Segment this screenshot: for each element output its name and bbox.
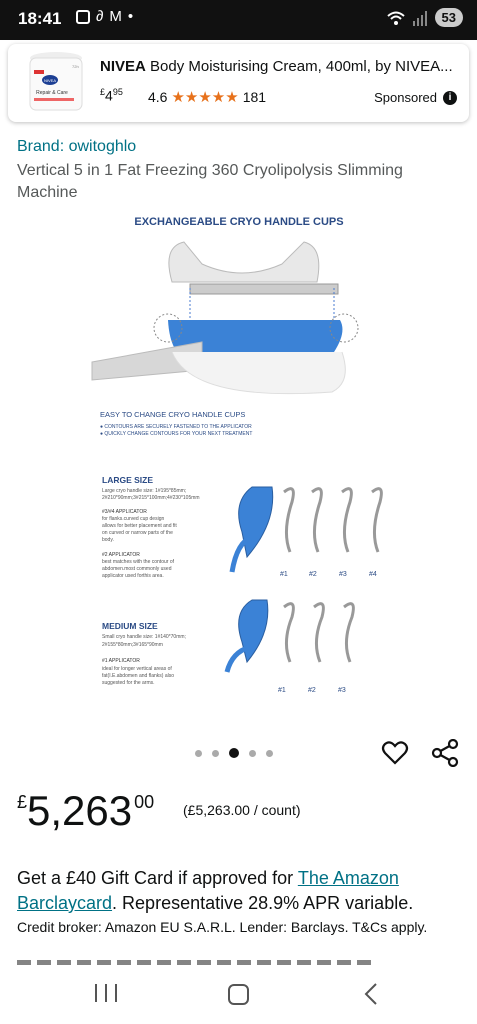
large-num-1: #1: [280, 571, 288, 578]
ad-img-badge: 72h: [72, 64, 79, 69]
ad-img-brand: NIVEA: [43, 78, 57, 83]
barclaycard-link[interactable]: The Amazon Barclaycard: [17, 868, 399, 913]
large-num-2: #2: [309, 571, 317, 578]
large-size-title: LARGE SIZE: [102, 475, 154, 485]
signal-icon: [413, 10, 427, 26]
recents-icon[interactable]: [95, 984, 117, 1004]
large-num-4: #4: [369, 571, 377, 578]
price-fraction: 00: [134, 792, 155, 812]
product-price: [17, 786, 154, 836]
large-line-1: Large cryo handle size: 1#195*85mm;: [102, 488, 187, 494]
sponsored-text: Sponsored: [374, 90, 437, 105]
ad-price-currency: £: [100, 87, 106, 97]
brand-link[interactable]: Brand: owitoghlo: [17, 138, 137, 155]
medium-line-2: 2#155*80mm;3#165*90mm: [102, 642, 163, 648]
nivea-product-image[interactable]: [14, 50, 98, 116]
gift-card-promo: [17, 866, 462, 916]
ad-brand: NIVEA: [100, 58, 146, 75]
ad-price: [100, 87, 123, 104]
l34-line-2: allows for better placement and fit: [102, 523, 177, 529]
l34-title: #3/#4 APPLICATOR: [102, 509, 147, 515]
pagination-dot[interactable]: [212, 750, 219, 757]
wifi-icon: [387, 10, 405, 26]
product-image[interactable]: [72, 202, 406, 700]
ad-review-count: 181: [242, 89, 267, 105]
l34-line-4: body.: [102, 537, 114, 543]
star-rating-icon: ★★★★★: [171, 89, 239, 106]
pagination-dot[interactable]: [266, 750, 273, 757]
l2-line-3: applicator used forthis area.: [102, 573, 164, 579]
pagination-dot[interactable]: [229, 748, 239, 758]
info-icon[interactable]: i: [443, 91, 457, 105]
m1-line-2: fat(I.E.abdomen and flanks) also: [102, 673, 174, 679]
clock: 18:41: [18, 9, 62, 28]
share-icon[interactable]: [431, 739, 459, 767]
l2-title: #2 APPLICATOR: [102, 552, 140, 558]
bullet-1: ● CONTOURS ARE SECURELY FASTENED TO THE APPLICATOR: [100, 424, 252, 430]
easy-change-text: EASY TO CHANGE CRYO HANDLE CUPS: [100, 410, 246, 419]
promo-text-before: Get a £40 Gift Card if approved for: [17, 868, 298, 888]
ad-price-fraction: 95: [112, 87, 123, 97]
dot-icon: •: [127, 8, 134, 25]
ad-title[interactable]: [100, 58, 460, 75]
l34-line-1: for flanks.curved cup design: [102, 516, 165, 522]
m1-title: #1 APPLICATOR: [102, 658, 140, 664]
ad-rating[interactable]: [148, 88, 266, 106]
product-title: Vertical 5 in 1 Fat Freezing 360 Cryolipolysis Slimming Machine: [17, 162, 403, 201]
ad-img-product: Repair & Care: [36, 90, 68, 96]
medium-num-2: #2: [308, 687, 316, 694]
image-pagination[interactable]: [195, 748, 273, 758]
l34-line-3: on curved or narrow parts of the: [102, 530, 173, 536]
l2-line-1: best matches with the contour of: [102, 559, 174, 565]
delivery-info-cutoff: [17, 960, 377, 965]
system-nav-bar: [0, 966, 477, 1024]
price-currency: £: [17, 792, 28, 812]
bullet-2: ● QUICKLY CHANGE CONTOURS FOR YOUR NEXT TREATMENT: [100, 431, 253, 437]
ad-title-rest: Body Moisturising Cream, 400ml, by NIVEA...: [150, 58, 453, 75]
large-line-2: 2#210*90mm;3#215*100mm;4#230*105mm: [102, 495, 200, 501]
image-heading: EXCHANGEABLE CRYO HANDLE CUPS: [134, 216, 344, 228]
medium-num-3: #3: [338, 687, 346, 694]
medium-size-title: MEDIUM SIZE: [102, 621, 158, 631]
sponsored-ad-card[interactable]: [8, 44, 469, 122]
price-per-unit: (£5,263.00 / count): [183, 802, 301, 818]
large-num-3: #3: [339, 571, 347, 578]
sponsored-label[interactable]: [374, 90, 457, 105]
ad-price-whole: 4: [105, 87, 113, 104]
screenshot-icon: [76, 10, 90, 24]
l2-line-2: abdomen.most commonly used: [102, 566, 172, 572]
battery-indicator: 53: [435, 8, 463, 27]
pagination-dot[interactable]: [195, 750, 202, 757]
medium-line-1: Small cryo handle size: 1#140*70mm;: [102, 634, 186, 640]
home-icon[interactable]: [228, 984, 249, 1005]
gmail-icon: M: [109, 8, 122, 25]
heart-icon[interactable]: [381, 739, 409, 767]
back-icon[interactable]: [362, 982, 382, 1006]
status-bar: [0, 0, 477, 40]
ad-rating-value: 4.6: [148, 89, 168, 105]
price-whole: 5,263: [27, 787, 133, 834]
pagination-dot[interactable]: [249, 750, 256, 757]
credit-broker-text: Credit broker: Amazon EU S.A.R.L. Lender: Barclays. T&Cs apply.: [17, 919, 428, 935]
medium-num-1: #1: [278, 687, 286, 694]
link-icon: ∂: [96, 8, 104, 25]
m1-line-1: ideal for longer vertical areas of: [102, 666, 172, 672]
notification-icons: [76, 8, 133, 25]
m1-line-3: suggested for the arms.: [102, 680, 155, 686]
promo-text-after: . Representative 28.9% APR variable.: [112, 893, 414, 913]
